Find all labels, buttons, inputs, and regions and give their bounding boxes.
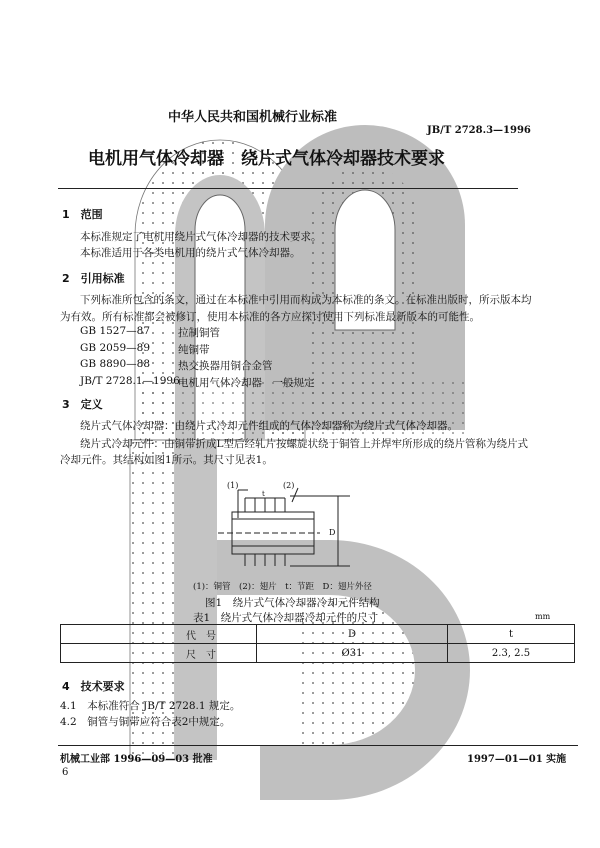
approval-date: 机械工业部 1996—09—03 批准: [60, 754, 213, 765]
figure-label-diameter: D: [329, 528, 336, 537]
section-2-line: 下列标准所包含的条文，通过在本标准中引用而构成为本标准的条文。在标准出版时，所示版本均: [80, 294, 532, 306]
ref-name: 纯铜带: [178, 344, 210, 356]
ref-name: 热交换器用铜合金管: [178, 360, 273, 372]
section-1-line: 本标准规定了电机用绕片式气体冷却器的技术要求。: [80, 231, 322, 243]
ref-code: JB/T 2728.1—1996: [80, 375, 180, 387]
table-cell: 尺 寸: [61, 644, 257, 663]
section-3-heading: 3 定义: [62, 398, 103, 411]
table-unit: mm: [535, 612, 551, 621]
ref-code: GB 1527—87: [80, 325, 151, 337]
watermark-m-shape: [135, 125, 465, 440]
table-row: [61, 644, 575, 663]
table-title: 表1 绕片式气体冷却器冷却元件的尺寸: [193, 612, 379, 624]
org-standard-heading: 中华人民共和国机械行业标准: [168, 110, 338, 125]
section-2-heading: 2 引用标准: [62, 272, 125, 285]
section-1-heading: 1 范围: [62, 208, 103, 221]
section-3-line: 绕片式气体冷却器：由绕片式冷却元件组成的气体冷却器称为绕片式气体冷却器。: [80, 420, 458, 432]
page-number: 6: [62, 767, 69, 778]
section-2-line: 为有效。所有标准都会被修订，使用本标准的各方应探讨使用下列标准最新版本的可能性。: [60, 311, 480, 323]
table-cell: Ø31: [257, 644, 448, 663]
section-4-item: 4.1 本标准符合 JB/T 2728.1 规定。: [60, 700, 241, 712]
figure-label-1: (1): [227, 481, 239, 490]
footer-divider: [58, 745, 578, 746]
section-3-line: 冷却元件。其结构如图1所示。其尺寸见表1。: [60, 454, 273, 466]
dimensions-table: [60, 624, 575, 663]
table-cell: 2.3, 2.5: [448, 644, 575, 663]
table-cell: t: [448, 625, 575, 644]
ref-code: GB 2059—89: [80, 342, 151, 354]
ref-code: GB 8890—88: [80, 358, 151, 370]
figure-caption: 图1 绕片式气体冷却器冷却元件结构: [205, 597, 380, 609]
section-4-item: 4.2 铜管与铜带应符合表2中规定。: [60, 716, 231, 728]
ref-name: 拉制铜管: [178, 327, 220, 339]
figure-label-pitch: t: [262, 490, 265, 498]
section-1-line: 本标准适用于各类电机用的绕片式气体冷却器。: [80, 247, 301, 259]
table-row: [61, 625, 575, 644]
ref-name: 电机用气体冷却器 一般规定: [178, 377, 315, 389]
standard-code: JB/T 2728.3—1996: [427, 125, 531, 136]
table-cell: D: [257, 625, 448, 644]
title-divider: [58, 188, 518, 189]
table-cell: 代 号: [61, 625, 257, 644]
figure-label-2: (2): [283, 481, 295, 490]
section-4-heading: 4 技术要求: [62, 680, 125, 693]
section-3-line: 绕片式冷却元件：由铜带折成L型后经轧片按螺旋状绕于铜管上并焊牢所形成的绕片管称为绕片式: [80, 438, 528, 450]
cooling-element-diagram: [210, 478, 360, 568]
figure-legend: (1)：铜管 (2)：翅片 t：节距 D：翅片外径: [193, 582, 372, 592]
page-title: 电机用气体冷却器 绕片式气体冷却器技术要求: [88, 149, 445, 169]
effective-date: 1997—01—01 实施: [467, 754, 567, 765]
